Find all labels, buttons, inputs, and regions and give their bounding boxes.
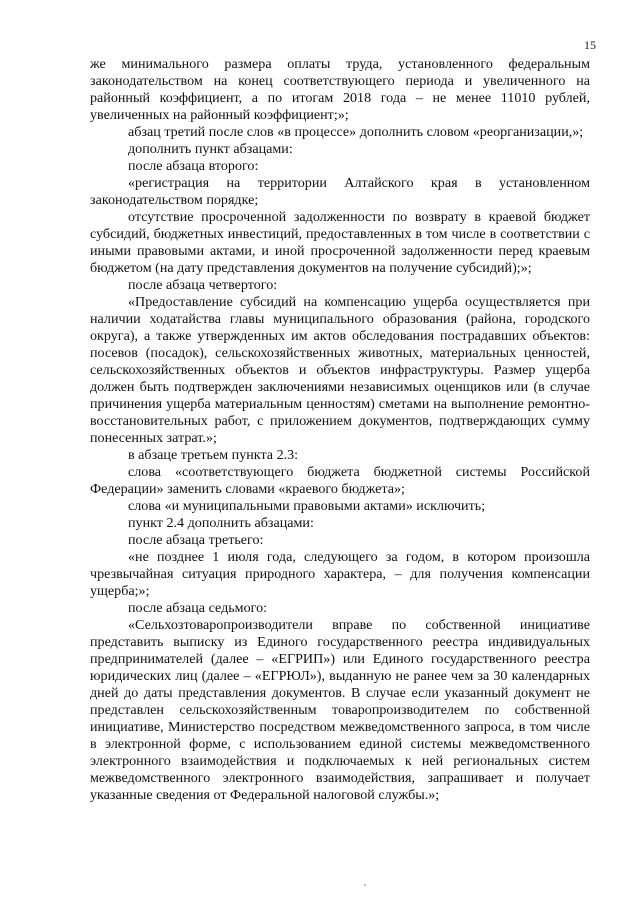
- paragraph-7: после абзаца четвертого:: [128, 277, 278, 293]
- paragraph-3: дополнить пункт абзацами:: [128, 141, 293, 157]
- document-body: [90, 56, 590, 804]
- paragraph-8: «Предоставление субсидий на компенсацию ущерба осуществляется при наличии ходатайства главы муниципального образования (района, городского округа), а также утвержденных им актов обследования пострадавших объектов: посевов (посадок), сельскохозяйственных животных, материальных ценностей, сельскохозяйственных объектов и объектов инфраструктуры. Размер ущерба должен быть подтвержден заключениями независимых оценщиков или (в случае причинения ущерба материальным ценностям) сметами на выполнение ремонтно-восстановительных работ, с приложением документов, подтверждающих сумму понесенных затрат.»;: [90, 294, 590, 446]
- paragraph-11: слова «и муниципальными правовыми актами» исключить;: [128, 498, 486, 514]
- paragraph-6: отсутствие просроченной задолженности по возврату в краевой бюджет субсидий, бюджетных инвестиций, предоставленных в том числе в соответствии с иными правовыми актами, и иной просроченной задолженности перед краевым бюджетом (на дату представления документов на получение субсидий);»;: [90, 209, 590, 276]
- paragraph-14: «не позднее 1 июля года, следующего за годом, в котором произошла чрезвычайная ситуация природного характера, – для получения компенсации ущерба;»;: [90, 549, 590, 599]
- paragraph-1: же минимального размера оплаты труда, установленного федеральным законодательством на конец соответствующего периода и увеличенного на районный коэффициент, а по итогам 2018 года – не менее 11010 рублей, увеличенных на районный коэффициент;»;: [90, 56, 590, 123]
- paragraph-10: слова «соответствующего бюджета бюджетной системы Российской Федерации» заменить словами «краевого бюджета»;: [90, 464, 590, 497]
- paragraph-15: после абзаца седьмого:: [128, 600, 268, 616]
- paragraph-2: абзац третий после слов «в процессе» дополнить словом «реорганизации,»;: [128, 124, 584, 140]
- paragraph-12: пункт 2.4 дополнить абзацами:: [128, 515, 314, 531]
- paragraph-13: после абзаца третьего:: [128, 532, 264, 548]
- paragraph-9: в абзаце третьем пункта 2.3:: [128, 447, 299, 463]
- paragraph-4: после абзаца второго:: [128, 158, 259, 174]
- paragraph-5: «регистрация на территории Алтайского края в установленном законодательством порядке;: [90, 175, 590, 208]
- paragraph-16: «Сельхозтоваропроизводители вправе по собственной инициативе представить выписку из Единого государственного реестра индивидуальных предпринимателей (далее – «ЕГРИП») или Единого государственного реестра юридических лиц (далее – «ЕГРЮЛ»), выданную не ранее чем за 30 календарных дней до даты представления документов. В случае если указанный документ не представлен сельскохозяйственным товаропроизводителем по собственной инициативе, Министерство посредством межведомственного запроса, в том числе в электронной форме, с использованием единой системы межведомственного электронного взаимодействия и подключаемых к ней региональных систем межведомственного электронного взаимодействия, запрашивает и получает указанные сведения от Федеральной налоговой службы.»;: [90, 617, 590, 803]
- page-number: 15: [584, 38, 596, 52]
- scan-speck: [364, 884, 366, 886]
